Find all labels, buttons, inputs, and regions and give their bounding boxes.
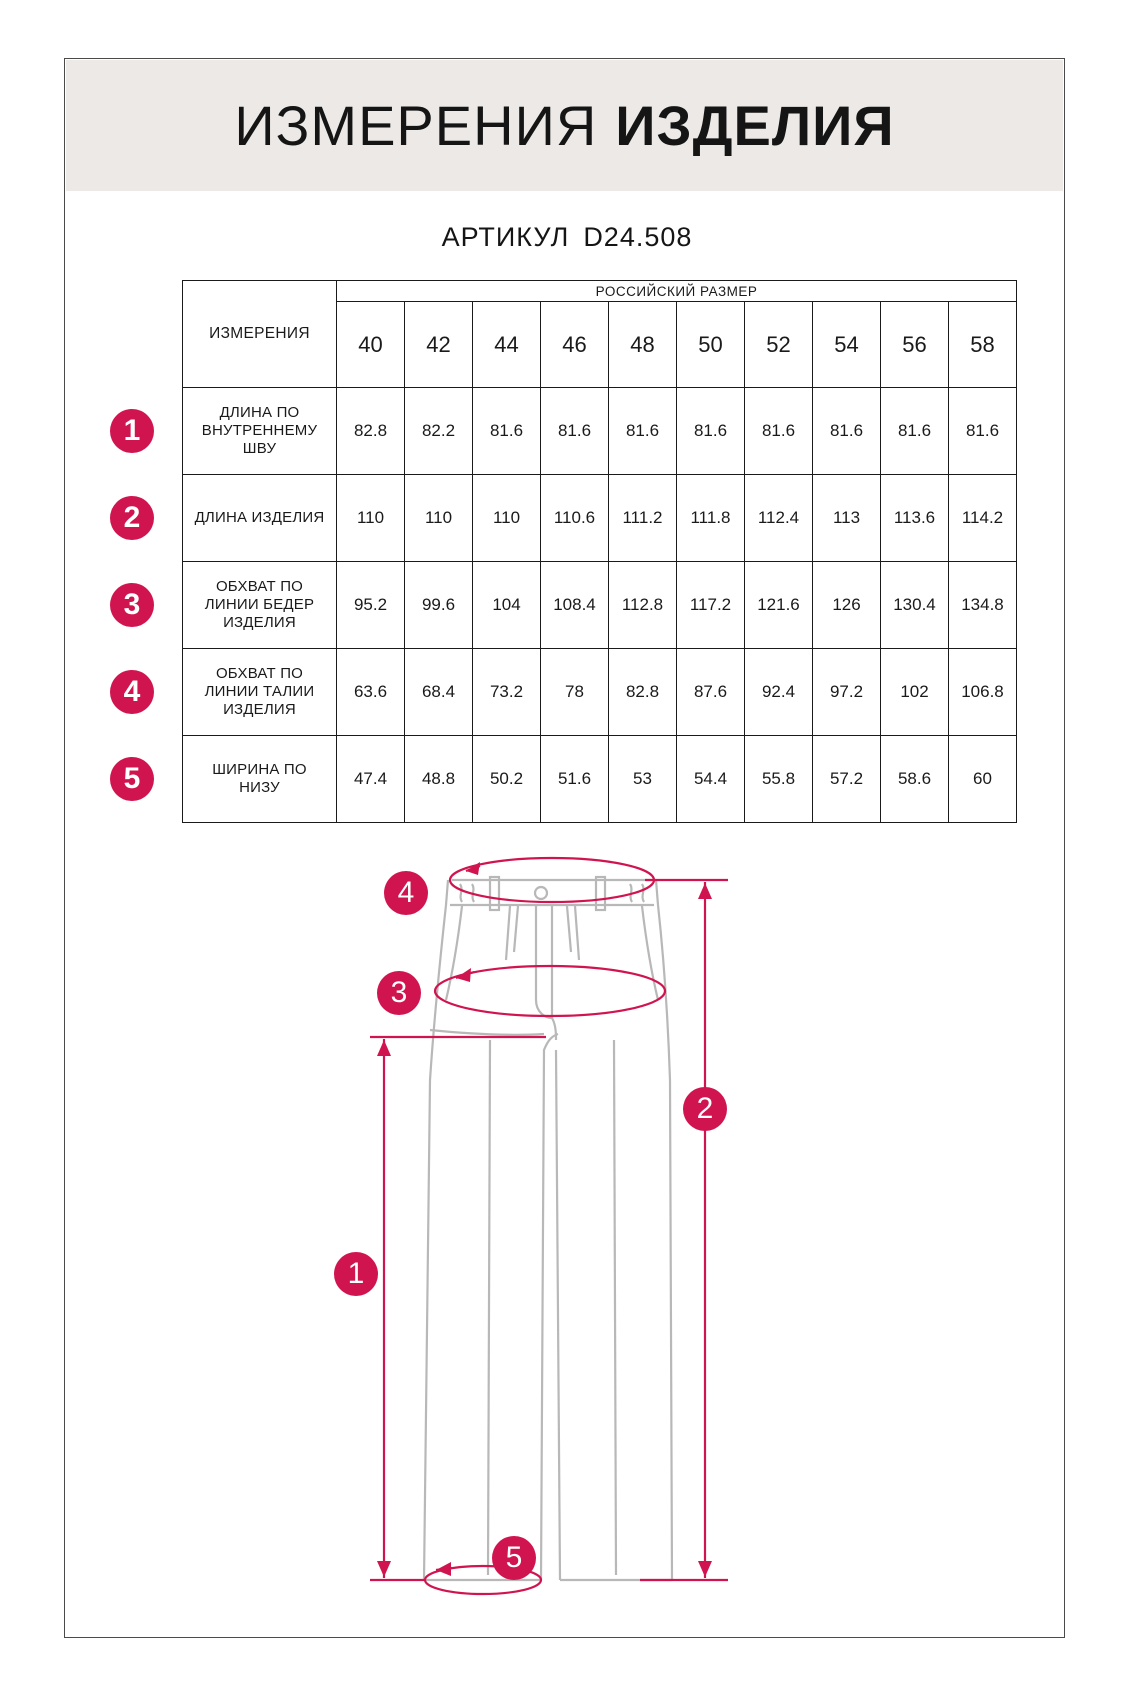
- table-cell: 117.2: [677, 562, 745, 649]
- table-cell: 51.6: [541, 736, 609, 823]
- row-label-line: ШВУ: [242, 440, 277, 457]
- table-cell: 108.4: [541, 562, 609, 649]
- measurements-header: ИЗМЕРЕНИЯ: [183, 281, 337, 388]
- table-cell: 87.6: [677, 649, 745, 736]
- table-cell: 47.4: [337, 736, 405, 823]
- size-header: 44: [473, 302, 541, 388]
- marker-2: 2: [683, 1087, 727, 1131]
- size-header: 52: [745, 302, 813, 388]
- table-cell: 99.6: [405, 562, 473, 649]
- size-header: 50: [677, 302, 745, 388]
- table-cell: 110.6: [541, 475, 609, 562]
- row-label-line: ЛИНИИ ТАЛИИ: [204, 683, 315, 700]
- table-cell: 81.6: [473, 388, 541, 475]
- table-cell: 68.4: [405, 649, 473, 736]
- row-label-line: ИЗДЕЛИЯ: [223, 701, 296, 718]
- table-cell: 73.2: [473, 649, 541, 736]
- table-cell: 121.6: [745, 562, 813, 649]
- table-cell: 57.2: [813, 736, 881, 823]
- table-cell: 81.6: [949, 388, 1017, 475]
- table-cell: 111.2: [609, 475, 677, 562]
- table-cell: 92.4: [745, 649, 813, 736]
- table-cell: 114.2: [949, 475, 1017, 562]
- table-cell: 50.2: [473, 736, 541, 823]
- table-cell: 102: [881, 649, 949, 736]
- size-header: 40: [337, 302, 405, 388]
- row-label-line: ИЗДЕЛИЯ: [223, 614, 296, 631]
- table-cell: 110: [337, 475, 405, 562]
- table-cell: 134.8: [949, 562, 1017, 649]
- marker-3: 3: [377, 971, 421, 1015]
- row-label-line: ДЛИНА ИЗДЕЛИЯ: [194, 509, 325, 526]
- table-cell: 104: [473, 562, 541, 649]
- table-cell: 113.6: [881, 475, 949, 562]
- measurement-lines: [370, 858, 728, 1594]
- table-cell: 97.2: [813, 649, 881, 736]
- table-cell: 111.8: [677, 475, 745, 562]
- table-cell: 63.6: [337, 649, 405, 736]
- row-label-line: ВНУТРЕННЕМУ: [201, 422, 318, 439]
- table-cell: 110: [473, 475, 541, 562]
- marker-5: 5: [492, 1536, 536, 1580]
- table-cell: 106.8: [949, 649, 1017, 736]
- table-cell: 81.6: [813, 388, 881, 475]
- trousers-sketch: [424, 877, 672, 1580]
- table-cell: 112.8: [609, 562, 677, 649]
- table-cell: 126: [813, 562, 881, 649]
- table-cell: 78: [541, 649, 609, 736]
- title-light: ИЗМЕРЕНИЯ: [234, 94, 598, 157]
- table-cell: 82.2: [405, 388, 473, 475]
- table-cell: 54.4: [677, 736, 745, 823]
- region-header: РОССИЙСКИЙ РАЗМЕР: [337, 281, 1017, 302]
- row-label-line: ДЛИНА ПО: [219, 404, 300, 421]
- table-cell: 81.6: [881, 388, 949, 475]
- row-number-badge: 5: [110, 757, 154, 801]
- article-label: АРТИКУЛ: [441, 222, 570, 252]
- table-cell: 60: [949, 736, 1017, 823]
- row-number-badge: 3: [110, 583, 154, 627]
- size-header: 54: [813, 302, 881, 388]
- row-label-line: ОБХВАТ ПО: [215, 578, 304, 595]
- row-number-badge: 1: [110, 409, 154, 453]
- table-cell: 53: [609, 736, 677, 823]
- marker-4: 4: [384, 871, 428, 915]
- table-cell: 82.8: [609, 649, 677, 736]
- row-number-badge: 4: [110, 670, 154, 714]
- table-cell: 112.4: [745, 475, 813, 562]
- table-cell: 81.6: [745, 388, 813, 475]
- table-cell: 81.6: [609, 388, 677, 475]
- table-cell: 81.6: [541, 388, 609, 475]
- size-header: 56: [881, 302, 949, 388]
- table-cell: 113: [813, 475, 881, 562]
- table-cell: 130.4: [881, 562, 949, 649]
- table-cell: 110: [405, 475, 473, 562]
- article-code: D24.508: [583, 222, 693, 252]
- size-header: 48: [609, 302, 677, 388]
- table-cell: 81.6: [677, 388, 745, 475]
- size-header: 42: [405, 302, 473, 388]
- row-label-line: НИЗУ: [239, 779, 280, 796]
- row-label-line: ШИРИНА ПО: [212, 761, 307, 778]
- size-header: 46: [541, 302, 609, 388]
- table-cell: 95.2: [337, 562, 405, 649]
- row-number-badge: 2: [110, 496, 154, 540]
- table-cell: 58.6: [881, 736, 949, 823]
- marker-1: 1: [334, 1252, 378, 1296]
- table-cell: 82.8: [337, 388, 405, 475]
- row-label-line: ОБХВАТ ПО: [215, 665, 304, 682]
- table-cell: 48.8: [405, 736, 473, 823]
- table-cell: 55.8: [745, 736, 813, 823]
- title-bold: ИЗДЕЛИЯ: [615, 94, 895, 157]
- size-header: 58: [949, 302, 1017, 388]
- row-label-line: ЛИНИИ БЕДЕР: [204, 596, 315, 613]
